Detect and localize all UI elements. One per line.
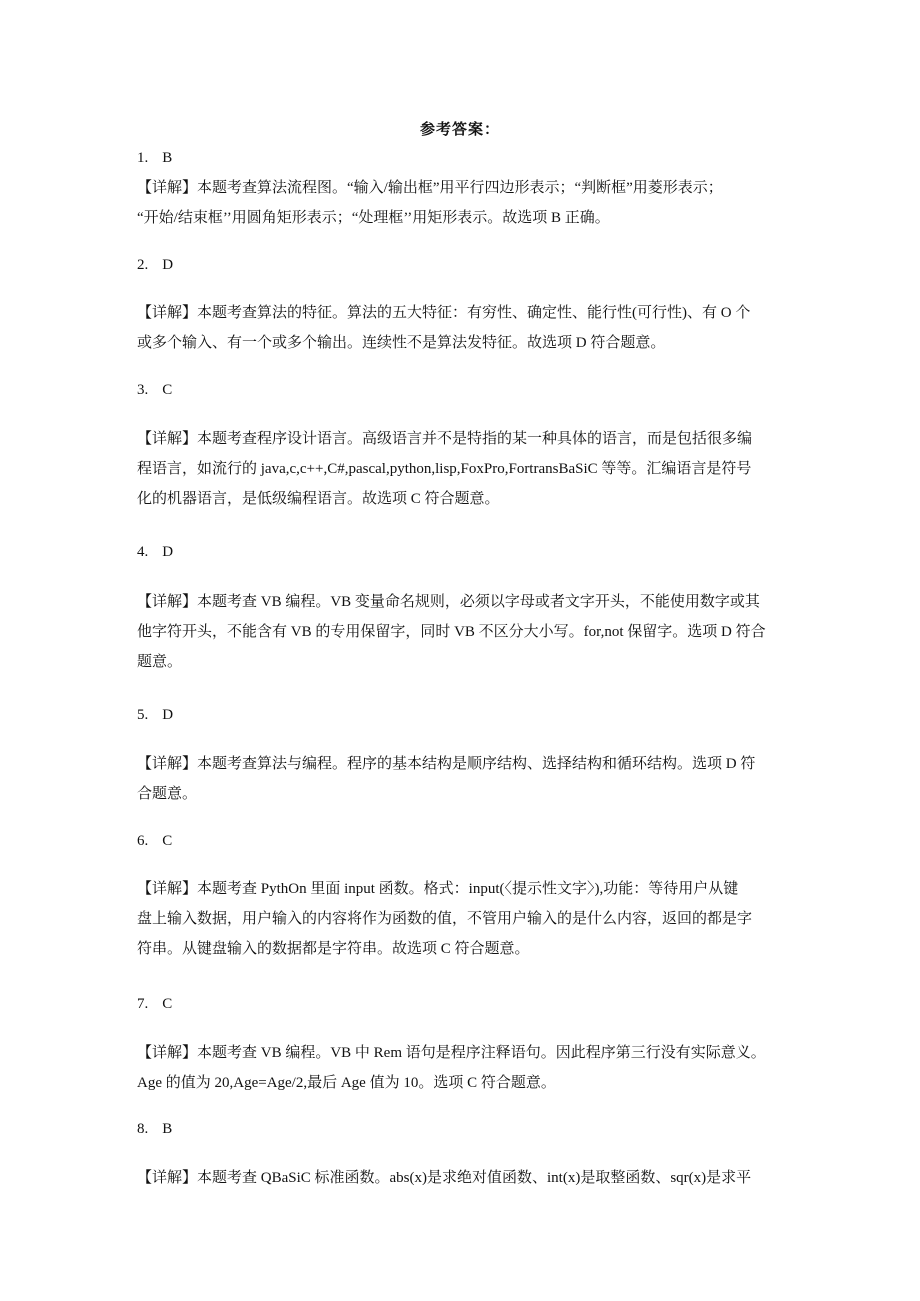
explanation [137,587,787,677]
explanation-line: 符串。从键盘输入的数据都是字符串。故选项 C 符合题意。 [137,941,530,957]
explanation-line: 程语言，如流行的 java,c,c++,C#,pascal,python,lisp,FoxPro,FortransBaSiC 等等。汇编语言是符号 [137,461,752,477]
explanation [137,173,787,233]
answer-letter: B [162,150,173,166]
answer-letter: D [162,257,174,273]
explanation-line: 盘上输入数据，用户输入的内容将作为函数的值，不管用户输入的是什么内容，返回的都是字 [137,911,753,927]
explanation-line: 或多个输入、有一个或多个输出。连续性不是算法发特征。故选项 D 符合题意。 [137,335,666,351]
answer-number: 6. C [137,833,173,849]
explanation-line: 【详解】本题考查 PythOn 里面 input 函数。格式：input(〈提示性文字〉),功能：等待用户从键 [137,881,739,897]
explanation [137,749,787,809]
answer-letter: D [162,544,174,560]
explanation-line: 题意。 [137,654,183,670]
explanation-line: 【详解】本题考查 VB 编程。VB 变量命名规则，必须以字母或者文字开头，不能使用数字或其 [137,594,760,610]
answer-number: 8. B [137,1121,173,1137]
answer-letter: C [162,382,173,398]
answer-letter: B [162,1121,173,1137]
explanation-line: 他字符开头，不能含有 VB 的专用保留字，同时 VB 不区分大小写。for,not 保留字。选项 D 符合 [137,624,766,640]
explanation-line: Age 的值为 20,Age=Age/2,最后 Age 值为 10。选项 C 符合题意。 [137,1075,556,1091]
explanation [137,874,787,964]
explanation-line: 【详解】本题考查算法与编程。程序的基本结构是顺序结构、选择结构和循环结构。选项 D 符 [137,756,756,772]
page-title: 参考答案： [419,122,500,138]
explanation-line: 【详解】本题考查算法的特征。算法的五大特征：有穷性、确定性、能行性(可行性)、有 O 个 [137,305,751,321]
explanation-line: 【详解】本题考查 VB 编程。VB 中 Rem 语句是程序注释语句。因此程序第三行没有实际意义。 [137,1045,766,1061]
answer-number: 5. D [137,707,174,723]
answer-number: 3. C [137,382,173,398]
answer-letter: D [162,707,174,723]
answer-number: 7. C [137,996,173,1012]
explanation [137,1163,787,1193]
explanation [137,298,787,358]
answer-letter: C [162,996,173,1012]
answer-number: 2. D [137,257,174,273]
answer-number: 4. D [137,544,174,560]
explanation [137,424,787,514]
answer-letter: C [162,833,173,849]
explanation-line: 【详解】本题考查程序设计语言。高级语言并不是特指的某一种具体的语言，而是包括很多编 [137,431,753,447]
explanation-line: 【详解】本题考查 QBaSiC 标准函数。abs(x)是求绝对值函数、int(x)是取整函数、sqr(x)是求平 [137,1170,752,1186]
answer-number: 1. B [137,150,173,166]
explanation-line: 【详解】本题考查算法流程图。“输入/输出框”用平行四边形表示；“判断框”用菱形表示； [137,180,723,196]
explanation-line: 化的机器语言，是低级编程语言。故选项 C 符合题意。 [137,491,500,507]
explanation [137,1038,787,1098]
explanation-line: 合题意。 [137,786,198,802]
explanation-line: “开始/结束框’’用圆角矩形表示；“处理框’’用矩形表示。故选项 B 正确。 [137,210,610,226]
